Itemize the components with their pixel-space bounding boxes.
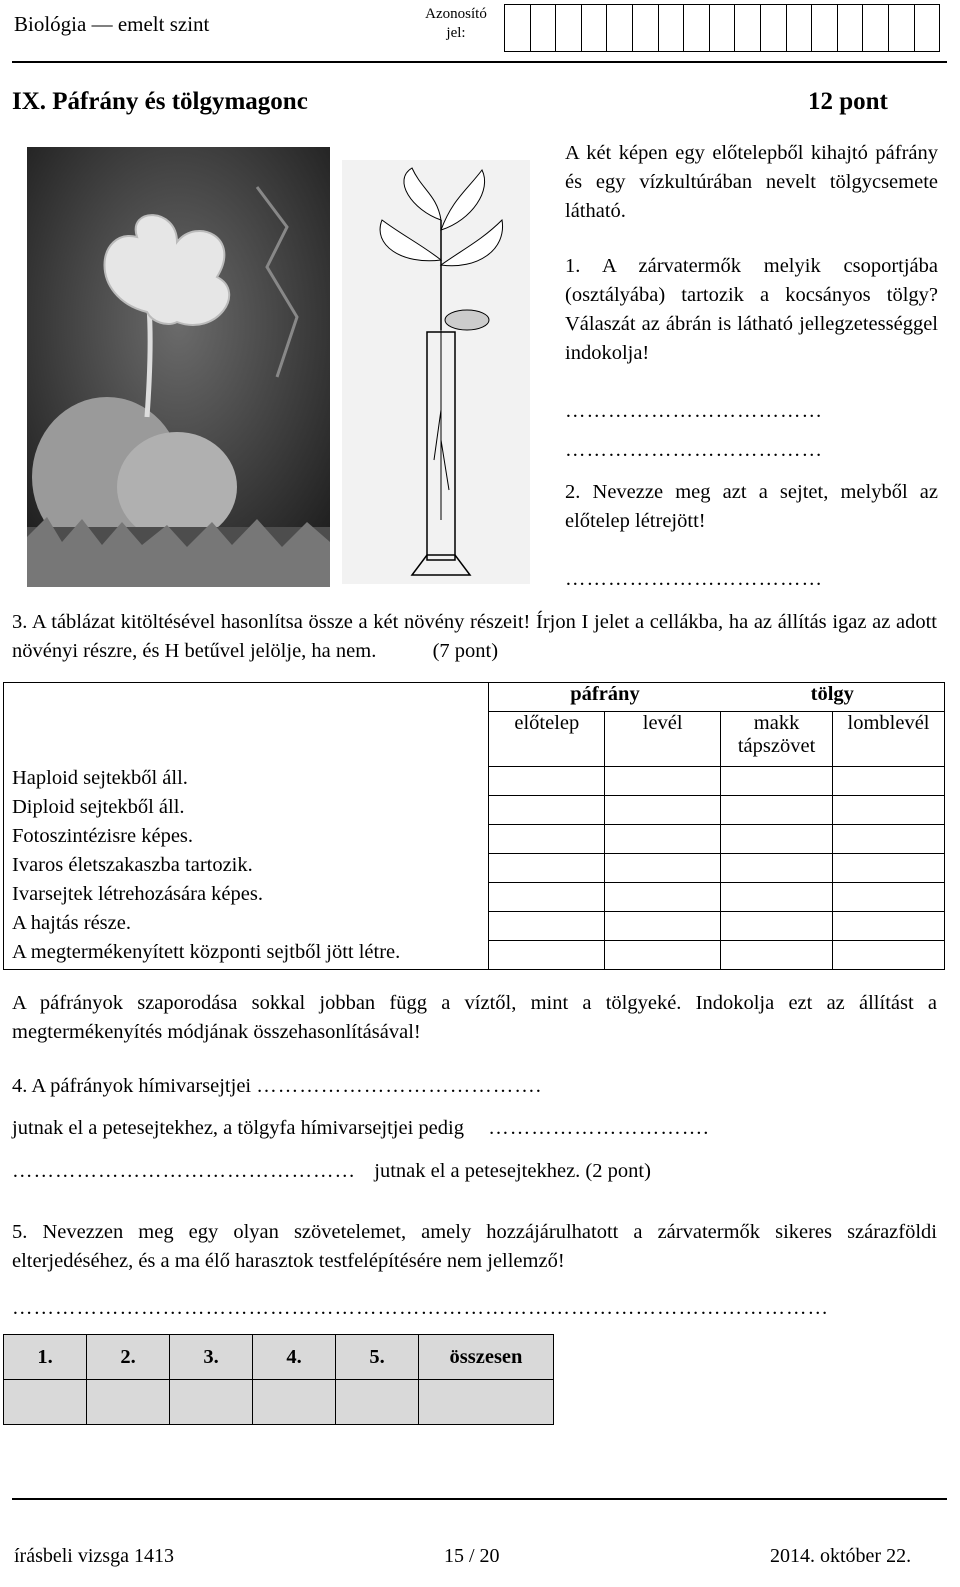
table-row (4, 912, 945, 941)
answer-4-blank-2[interactable]: …………………………. (488, 1117, 710, 1139)
score-cell-4[interactable] (253, 1380, 336, 1425)
row-label: Ivaros életszakaszba tartozik. (4, 854, 489, 883)
score-header-4: 4. (253, 1335, 336, 1380)
id-label: Azonosító jel: (425, 6, 487, 41)
table-row (4, 854, 945, 883)
col-header-prothallium: előtelep (489, 712, 605, 767)
row-label: Fotoszintézisre képes. (4, 825, 489, 854)
row-label: Ivarsejtek létrehozására képes. (4, 883, 489, 912)
answer-cell[interactable] (605, 854, 721, 883)
question-3: 3. A táblázat kitöltésével hasonlítsa össze a két növény részeit! Írjon I jelet a cellákba, ha az állítás igaz az adott növényi részre, és H betűvel jelölje, ha nem. (7 pont) (12, 611, 937, 662)
answer-cell[interactable] (605, 883, 721, 912)
answer-cell[interactable] (489, 796, 605, 825)
answer-4-blank-1[interactable]: …………………………………. (256, 1075, 542, 1097)
answer-cell[interactable] (605, 767, 721, 796)
score-header-total: összesen (419, 1335, 554, 1380)
table-row (4, 767, 945, 796)
question-2: 2. Nevezze meg azt a sejtet, melyből az előtelep létrejött! (565, 481, 938, 532)
answer-1-line-2[interactable]: ……………………………… (565, 439, 823, 461)
answer-cell[interactable] (605, 796, 721, 825)
score-header-1: 1. (4, 1335, 87, 1380)
row-label: Diploid sejtekből áll. (4, 796, 489, 825)
answer-cell[interactable] (833, 912, 945, 941)
answer-cell[interactable] (605, 912, 721, 941)
section-title: IX. Páfrány és tölgymagonc (12, 88, 308, 115)
group-header-oak: tölgy (721, 683, 945, 712)
answer-cell[interactable] (833, 825, 945, 854)
score-header-2: 2. (87, 1335, 170, 1380)
answer-cell[interactable] (721, 767, 833, 796)
footer-divider (12, 1498, 947, 1500)
answer-cell[interactable] (605, 941, 721, 970)
table-row (4, 825, 945, 854)
col-header-foliage-leaf: lomblevél (833, 712, 945, 767)
footer-exam-code: írásbeli vizsga 1413 (14, 1545, 174, 1567)
answer-cell[interactable] (721, 825, 833, 854)
row-label: Haploid sejtekből áll. (4, 767, 489, 796)
question-3-points: (7 pont) (432, 640, 499, 662)
fern-photo (27, 147, 330, 587)
footer-page-number: 15 / 20 (444, 1545, 500, 1567)
answer-cell[interactable] (489, 941, 605, 970)
answer-1-line-1[interactable]: ……………………………… (565, 400, 823, 422)
answer-cell[interactable] (489, 854, 605, 883)
answer-cell[interactable] (489, 883, 605, 912)
answer-cell[interactable] (489, 825, 605, 854)
answer-cell[interactable] (721, 941, 833, 970)
intro-text: A két képen egy előtelepből kihajtó páfrány és egy vízkultúrában nevelt tölgycsemete látható. (565, 142, 938, 222)
score-header-3: 3. (170, 1335, 253, 1380)
question-4-line-1: 4. A páfrányok hímivarsejtjei …………………………………. (12, 1075, 542, 1097)
id-boxes[interactable] (505, 4, 940, 52)
question-4-line-2: jutnak el a petesejtekhez, a tölgyfa hímivarsejtjei pedig …………………………. (12, 1117, 710, 1139)
comparison-table (3, 682, 945, 970)
answer-cell[interactable] (721, 883, 833, 912)
col-header-acorn-endosperm: makk tápszövet (721, 712, 833, 767)
footer-date: 2014. október 22. (770, 1545, 912, 1567)
answer-cell[interactable] (721, 854, 833, 883)
table-row (4, 941, 945, 970)
score-table (3, 1334, 554, 1425)
answer-5-line[interactable]: …………………………………………………………………………………………………… (12, 1297, 829, 1319)
row-label: A hajtás része. (4, 912, 489, 941)
score-cell-2[interactable] (87, 1380, 170, 1425)
answer-cell[interactable] (833, 854, 945, 883)
answer-cell[interactable] (489, 912, 605, 941)
answer-cell[interactable] (833, 796, 945, 825)
answer-cell[interactable] (721, 796, 833, 825)
question-5: 5. Nevezzen meg egy olyan szövetelemet, amely hozzájárulhatott a zárvatermők sikeres szárazföldi elterjedéséhez, és a ma élő harasztok testfelépítésére nem jellemző! (12, 1221, 937, 1272)
table-row (4, 796, 945, 825)
score-cell-3[interactable] (170, 1380, 253, 1425)
question-4-line-3: ………………………………………… jutnak el a petesejtekhez. (2 pont) (12, 1160, 651, 1182)
col-header-leaf: levél (605, 712, 721, 767)
answer-2-line[interactable]: ……………………………… (565, 568, 823, 590)
reproduction-question: A páfrányok szaporodása sokkal jobban függ a víztől, mint a tölgyeké. Indokolja ezt az állítást a megtermékenyítés módjának összehasonlításával! (12, 992, 937, 1043)
answer-cell[interactable] (833, 883, 945, 912)
answer-cell[interactable] (833, 941, 945, 970)
row-label: A megtermékenyített központi sejtből jött létre. (4, 941, 489, 970)
answer-cell[interactable] (489, 767, 605, 796)
answer-cell[interactable] (721, 912, 833, 941)
score-cell-1[interactable] (4, 1380, 87, 1425)
group-header-fern: páfrány (489, 683, 721, 712)
section-points: 12 pont (808, 88, 888, 115)
exam-subject: Biológia — emelt szint (14, 12, 210, 36)
oak-seedling-drawing (342, 160, 530, 584)
score-cell-5[interactable] (336, 1380, 419, 1425)
question-1: 1. A zárvatermők melyik csoportjába (osztályába) tartozik a kocsányos tölgy? Válaszát az ábrán is látható jellegzetességgel indokolja! (565, 255, 938, 364)
score-header-5: 5. (336, 1335, 419, 1380)
header-divider (12, 61, 947, 63)
table-row (4, 883, 945, 912)
answer-cell[interactable] (605, 825, 721, 854)
score-cell-total[interactable] (419, 1380, 554, 1425)
answer-4-blank-3[interactable]: ………………………………………… (12, 1160, 356, 1182)
answer-cell[interactable] (833, 767, 945, 796)
